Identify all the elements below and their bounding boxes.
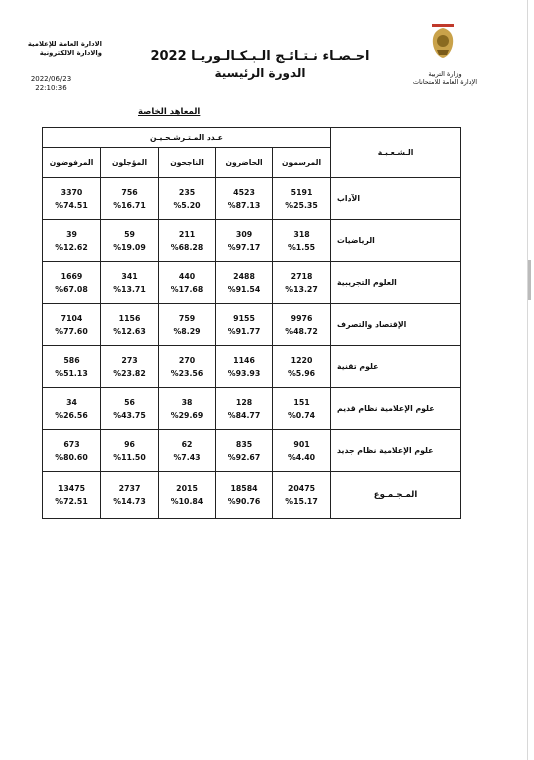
cell-count: 18584 xyxy=(230,484,258,493)
cell-count: 270 xyxy=(178,355,196,365)
cell-percent: %13.71 xyxy=(113,284,146,294)
cell-count: 756 xyxy=(121,187,138,197)
print-time: 22:10:36 xyxy=(35,84,67,92)
cell-percent: %5.20 xyxy=(173,200,201,210)
table-cell xyxy=(273,388,331,430)
cell-percent: %91.54 xyxy=(227,284,261,294)
cell-count: 20475 xyxy=(287,484,316,493)
table-cell xyxy=(216,178,273,220)
table-cell xyxy=(101,262,159,304)
cell-percent: %5.96 xyxy=(288,368,316,378)
cell-percent: %43.75 xyxy=(113,410,146,420)
cell-count: 440 xyxy=(178,271,196,281)
cell-percent: %84.77 xyxy=(227,410,261,420)
cell-percent: %29.69 xyxy=(170,410,204,420)
cell-count: 273 xyxy=(121,355,138,365)
cell-count: 1156 xyxy=(118,313,141,323)
page-title: احـصـاء نـتـائـج الـبـكـالـوريـا 2022 xyxy=(150,49,370,64)
table-cell xyxy=(43,346,101,388)
stream-label: الإقتصاد والتصرف xyxy=(331,304,461,346)
table-cell xyxy=(216,346,273,388)
cell-count: 835 xyxy=(235,439,253,449)
table-cell xyxy=(159,346,216,388)
cell-count: 7104 xyxy=(60,313,83,323)
table-cell xyxy=(216,472,273,519)
table-cell xyxy=(43,220,101,262)
cell-count: 586 xyxy=(63,355,80,365)
table-cell xyxy=(43,472,101,519)
cell-count: 34 xyxy=(66,397,77,407)
cell-percent: %15.17 xyxy=(285,497,318,506)
cell-count: 309 xyxy=(235,229,253,239)
print-date: 2022/06/23 xyxy=(30,75,72,83)
ministry-logo-icon xyxy=(426,22,460,62)
cell-percent: %0.74 xyxy=(288,410,316,420)
logo-caption: وزارة التربية xyxy=(428,70,462,78)
cell-count: 2015 xyxy=(176,484,198,493)
cell-count: 1220 xyxy=(290,355,313,365)
cell-count: 59 xyxy=(124,229,135,239)
cell-percent: %51.13 xyxy=(55,368,88,378)
org-left-header xyxy=(14,40,102,58)
table-row xyxy=(43,430,461,472)
cell-percent: %8.29 xyxy=(173,326,201,336)
cell-count: 96 xyxy=(124,439,135,449)
table-cell xyxy=(101,304,159,346)
cell-count: 4523 xyxy=(233,187,255,197)
cell-count: 2488 xyxy=(233,271,255,281)
cell-count: 1669 xyxy=(60,271,83,281)
cell-percent: %68.28 xyxy=(170,242,204,252)
table-cell xyxy=(216,262,273,304)
cell-percent: %87.13 xyxy=(227,200,261,210)
cell-percent: %92.67 xyxy=(227,452,261,462)
section-title: المعاهد الخاصة xyxy=(138,107,201,117)
cell-count: 13475 xyxy=(57,484,86,493)
cell-count: 9155 xyxy=(233,313,255,323)
org-right-header xyxy=(410,70,480,86)
table-cell xyxy=(273,346,331,388)
table-header-row xyxy=(43,128,461,148)
table-cell xyxy=(159,178,216,220)
column-header: الناجحون xyxy=(159,148,216,178)
table-cell xyxy=(43,388,101,430)
cell-percent: %80.60 xyxy=(55,452,88,462)
table-cell xyxy=(273,262,331,304)
cell-percent: %4.40 xyxy=(288,452,316,462)
cell-count: 62 xyxy=(181,439,193,449)
cell-count: 211 xyxy=(178,229,196,239)
table-cell xyxy=(273,304,331,346)
table-cell xyxy=(159,304,216,346)
stream-label: العلوم التجريبية xyxy=(331,262,461,304)
stream-label: علوم تقنية xyxy=(331,346,461,388)
cell-count: 1146 xyxy=(233,355,255,365)
table-cell xyxy=(273,220,331,262)
stream-label: علوم الإعلامية نظام جديد xyxy=(331,430,461,472)
table-cell xyxy=(216,430,273,472)
table-cell xyxy=(101,388,159,430)
cell-count: 318 xyxy=(293,229,310,239)
table-row xyxy=(43,304,461,346)
cell-percent: %77.60 xyxy=(55,326,88,336)
cell-count: 5191 xyxy=(290,187,313,197)
table-cell xyxy=(273,430,331,472)
table-row xyxy=(43,262,461,304)
org-left-line1: الادارة العامة للإعلامية xyxy=(27,40,102,48)
cell-percent: %74.51 xyxy=(55,200,88,210)
column-header: المرفوضون xyxy=(43,148,101,178)
total-label: المـجـمـوع xyxy=(331,472,461,519)
table-cell xyxy=(216,304,273,346)
column-header: الحاضرون xyxy=(216,148,273,178)
table-cell xyxy=(43,304,101,346)
cell-count: 38 xyxy=(181,397,193,407)
print-timestamp xyxy=(26,75,76,93)
table-row xyxy=(43,178,461,220)
table-cell xyxy=(159,220,216,262)
cell-percent: %93.93 xyxy=(227,368,261,378)
total-row xyxy=(43,472,461,519)
cell-count: 151 xyxy=(293,397,310,407)
cell-count: 341 xyxy=(121,271,138,281)
cell-count: 56 xyxy=(124,397,135,407)
cell-percent: %25.35 xyxy=(285,200,318,210)
table-cell xyxy=(43,430,101,472)
cell-percent: %13.27 xyxy=(285,284,318,294)
cell-percent: %1.55 xyxy=(288,242,316,252)
cell-percent: %67.08 xyxy=(55,284,88,294)
cell-percent: %23.82 xyxy=(113,368,146,378)
stream-label: الرياضيات xyxy=(331,220,461,262)
org-right-text: الإدارة العامة للامتحانات xyxy=(412,78,478,86)
table-cell xyxy=(159,472,216,519)
table-row xyxy=(43,346,461,388)
cell-count: 673 xyxy=(63,439,80,449)
cell-count: 39 xyxy=(66,229,77,239)
table-cell xyxy=(159,430,216,472)
table-cell xyxy=(101,472,159,519)
table-cell xyxy=(159,262,216,304)
table-cell xyxy=(216,220,273,262)
column-header: المرسمون xyxy=(273,148,331,178)
table-cell xyxy=(101,346,159,388)
table-cell xyxy=(101,430,159,472)
cell-count: 3370 xyxy=(60,187,83,197)
cell-percent: %7.43 xyxy=(173,452,201,462)
org-left-line2: والادارة الالكترونية xyxy=(39,49,102,57)
cell-percent: %91.77 xyxy=(227,326,261,336)
page-subtitle: الدورة الرئيسية xyxy=(214,66,306,80)
cell-percent: %26.56 xyxy=(55,410,88,420)
cell-percent: %19.09 xyxy=(113,242,146,252)
cell-count: 759 xyxy=(178,313,196,323)
cell-percent: %16.71 xyxy=(113,200,146,210)
table-cell xyxy=(159,388,216,430)
cell-percent: %90.76 xyxy=(227,497,261,506)
cell-count: 235 xyxy=(178,187,196,197)
stream-label: الآداب xyxy=(331,178,461,220)
table-cell xyxy=(273,472,331,519)
table-row xyxy=(43,220,461,262)
page-edge xyxy=(527,0,528,760)
scrollbar-mark xyxy=(528,260,531,300)
table-cell xyxy=(43,178,101,220)
cell-percent: %17.68 xyxy=(170,284,204,294)
cell-percent: %10.84 xyxy=(170,497,204,506)
cell-count: 901 xyxy=(293,439,310,449)
table-cell xyxy=(43,262,101,304)
table-cell xyxy=(273,178,331,220)
column-header: المؤجلون xyxy=(101,148,159,178)
cell-percent: %23.56 xyxy=(170,368,204,378)
stream-label: علوم الإعلامية نظام قديم xyxy=(331,388,461,430)
candidates-group-header: عـدد المـتـرشـحـيـن xyxy=(43,128,331,148)
table-cell xyxy=(101,178,159,220)
cell-count: 2718 xyxy=(290,271,313,281)
cell-percent: %12.63 xyxy=(113,326,146,336)
cell-percent: %97.17 xyxy=(227,242,261,252)
cell-percent: %14.73 xyxy=(113,497,146,506)
cell-percent: %72.51 xyxy=(55,497,88,506)
cell-count: 9976 xyxy=(290,313,313,323)
cell-percent: %11.50 xyxy=(113,452,146,462)
cell-percent: %12.62 xyxy=(55,242,88,252)
table-row xyxy=(43,388,461,430)
cell-count: 2737 xyxy=(118,484,141,493)
results-table xyxy=(42,127,461,519)
cell-percent: %48.72 xyxy=(285,326,318,336)
table-cell xyxy=(216,388,273,430)
stream-column-header: الـشـعـبـة xyxy=(331,128,461,178)
table-cell xyxy=(101,220,159,262)
cell-count: 128 xyxy=(235,397,253,407)
